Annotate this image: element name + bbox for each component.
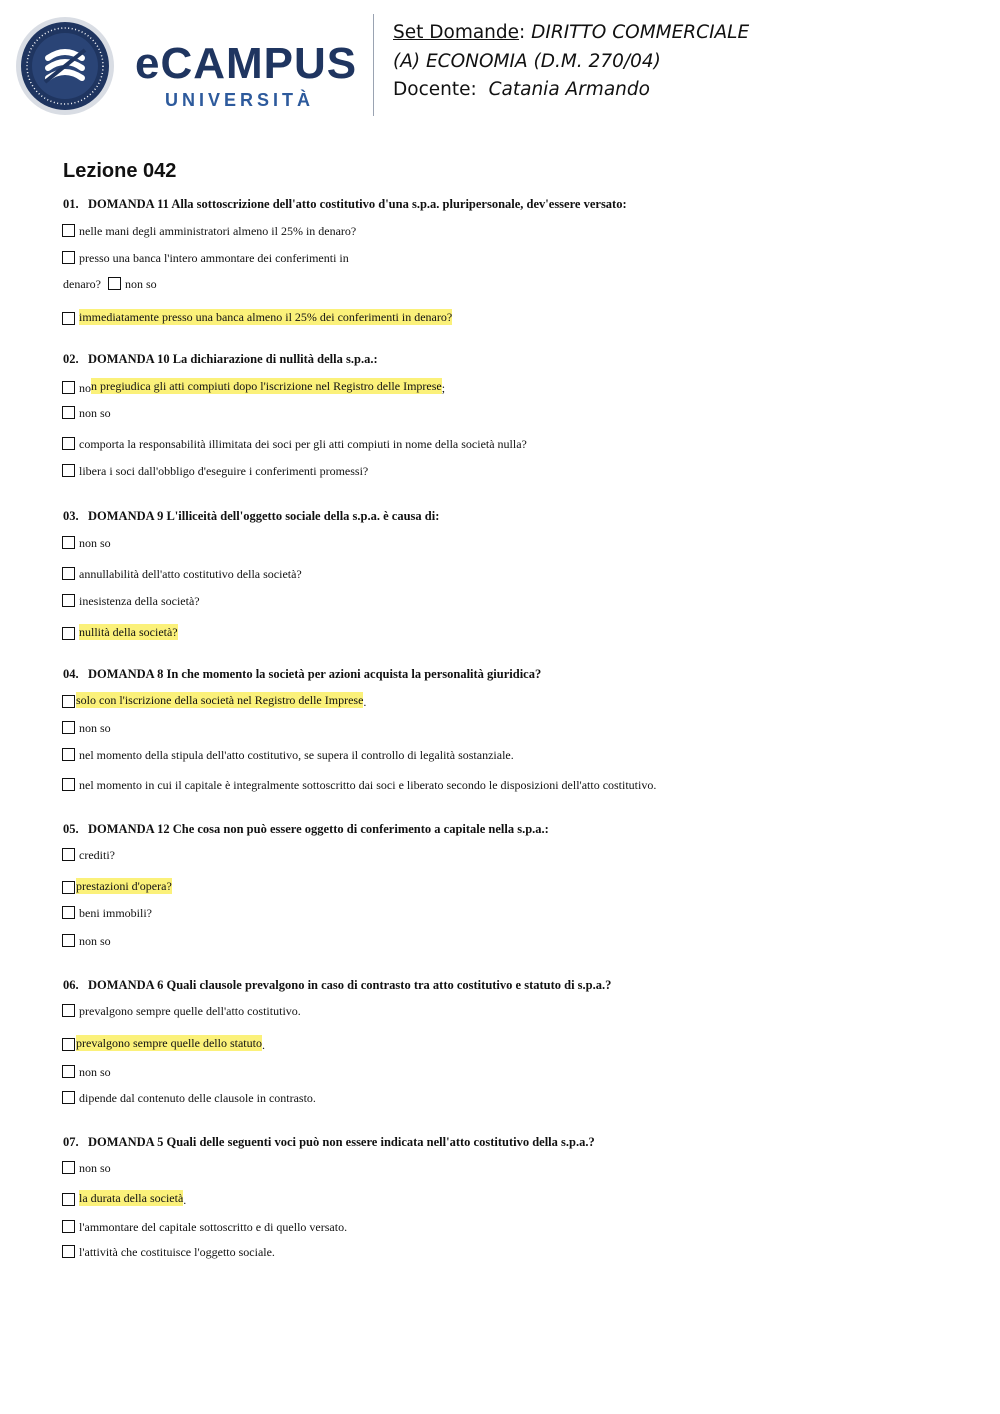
checkbox[interactable] (62, 224, 75, 237)
question-number: 03. (63, 509, 79, 523)
question-text: DOMANDA 5 Quali delle seguenti voci può non essere indicata nell'atto costitutivo della s.p.a.? (88, 1135, 595, 1149)
ecampus-logo (15, 14, 360, 118)
question-03 (63, 510, 439, 523)
option[interactable] (62, 251, 349, 264)
option-wrap-line (63, 277, 157, 290)
option[interactable] (62, 224, 356, 237)
checkbox[interactable] (62, 627, 75, 640)
option[interactable] (62, 848, 115, 861)
option-label: non so (124, 277, 157, 291)
option[interactable] (62, 464, 368, 477)
header-divider (373, 14, 374, 116)
checkbox[interactable] (62, 1220, 75, 1233)
option-label: non so (79, 1161, 111, 1175)
option-correct[interactable] (62, 878, 172, 894)
option-label: nel momento della stipula dell'atto costitutivo, se supera il controllo di legalità sostanziale. (79, 748, 514, 762)
question-number: 01. (63, 197, 79, 211)
question-05 (63, 823, 549, 836)
option-label: nel momento in cui il capitale è integralmente sottoscritto dai soci e liberato secondo le disposizioni dell'atto costitutivo. (79, 778, 657, 792)
question-04 (63, 668, 541, 681)
option[interactable] (62, 406, 111, 419)
checkbox[interactable] (62, 1038, 75, 1051)
option-correct[interactable] (62, 1035, 265, 1051)
option[interactable] (62, 934, 111, 947)
option-label: crediti? (79, 848, 115, 862)
checkbox[interactable] (62, 881, 75, 894)
logo-wordmark: eCAMPUS (135, 39, 358, 88)
option-label-highlighted: nullità della società? (79, 625, 178, 639)
question-number: 02. (63, 352, 79, 366)
checkbox[interactable] (62, 406, 75, 419)
option[interactable] (62, 721, 111, 734)
checkbox[interactable] (62, 778, 75, 791)
option[interactable] (62, 437, 527, 450)
option-label: prevalgono sempre quelle dell'atto costitutivo. (79, 1004, 301, 1018)
question-text: DOMANDA 8 In che momento la società per azioni acquista la personalità giuridica? (88, 667, 542, 681)
option-label-highlighted: la durata della società (79, 1191, 184, 1205)
option[interactable] (62, 1065, 111, 1078)
checkbox[interactable] (62, 464, 75, 477)
question-number: 04. (63, 667, 79, 681)
option-label: libera i soci dall'obbligo d'eseguire i conferimenti promessi? (79, 464, 369, 478)
question-02 (63, 353, 378, 366)
option-correct[interactable] (62, 378, 445, 394)
ecampus-emblem-icon (15, 16, 115, 116)
question-text: DOMANDA 6 Quali clausole prevalgono in caso di contrasto tra atto costitutivo e statuto di s.p.a.? (88, 978, 612, 992)
checkbox[interactable] (108, 277, 121, 290)
checkbox[interactable] (62, 934, 75, 947)
checkbox[interactable] (62, 848, 75, 861)
checkbox[interactable] (62, 1245, 75, 1258)
option-label: ; (441, 381, 446, 395)
option-label: non so (79, 406, 111, 420)
option[interactable] (62, 1245, 275, 1258)
option[interactable] (62, 906, 152, 919)
question-text: DOMANDA 11 Alla sottoscrizione dell'atto costitutivo d'una s.p.a. pluripersonale, dev'essere versato: (88, 197, 627, 211)
checkbox[interactable] (62, 381, 75, 394)
option-label: beni immobili? (79, 906, 152, 920)
checkbox[interactable] (62, 695, 75, 708)
docente-value: Catania Armando (488, 79, 650, 100)
option-label: l'attività che costituisce l'oggetto sociale. (79, 1245, 275, 1259)
question-text: DOMANDA 9 L'illiceità dell'oggetto sociale della s.p.a. è causa di: (88, 509, 440, 523)
option-label: inesistenza della società? (79, 594, 200, 608)
lesson-title: Lezione 042 (63, 160, 177, 182)
option-label: . (363, 695, 367, 709)
option-label-highlighted: immediatamente presso una banca almeno il 25% dei conferimenti in denaro? (79, 310, 453, 324)
course-line (393, 53, 661, 72)
question-text: DOMANDA 12 Che cosa non può essere oggetto di conferimento a capitale nella s.p.a.: (88, 822, 549, 836)
option-label: annullabilità dell'atto costitutivo della società? (79, 567, 302, 581)
option-label-highlighted: solo con l'iscrizione della società nel Registro delle Imprese (76, 693, 364, 707)
option-correct[interactable] (62, 692, 366, 708)
question-number: 07. (63, 1135, 79, 1149)
option-label: non so (79, 536, 111, 550)
option[interactable] (62, 567, 302, 580)
option-correct[interactable] (62, 624, 178, 640)
option-label-highlighted: prevalgono sempre quelle dello statuto (76, 1036, 262, 1050)
option[interactable] (62, 594, 200, 607)
option-label: . (183, 1193, 187, 1207)
option-label: non so (79, 934, 111, 948)
option-label: non so (79, 1065, 111, 1079)
checkbox[interactable] (62, 1004, 75, 1017)
checkbox[interactable] (62, 567, 75, 580)
question-01 (63, 198, 627, 211)
option-label: dipende dal contenuto delle clausole in contrasto. (79, 1091, 316, 1105)
set-domande-line: Set Domande: DIRITTO COMMERCIALE (393, 22, 750, 43)
option-label: nelle mani degli amministratori almeno il 25% in denaro? (79, 224, 357, 238)
option-label-highlighted: prestazioni d'opera? (76, 879, 172, 893)
option-correct[interactable] (62, 309, 452, 325)
option-label: l'ammontare del capitale sottoscritto e di quello versato. (79, 1220, 348, 1234)
set-label: Set Domande (393, 22, 520, 43)
option[interactable] (62, 1004, 301, 1017)
checkbox[interactable] (62, 312, 75, 325)
option-label-highlighted: n pregiudica gli atti compiuti dopo l'iscrizione nel Registro delle Imprese (91, 379, 442, 393)
checkbox[interactable] (62, 251, 75, 264)
option-label: presso una banca l'intero ammontare dei conferimenti in (79, 251, 349, 265)
checkbox[interactable] (62, 906, 75, 919)
option-label: no (79, 381, 91, 395)
checkbox[interactable] (62, 1193, 75, 1206)
option[interactable] (62, 1220, 347, 1233)
checkbox[interactable] (62, 437, 75, 450)
option[interactable] (62, 778, 656, 791)
checkbox[interactable] (62, 1161, 75, 1174)
question-number: 05. (63, 822, 79, 836)
checkbox[interactable] (62, 721, 75, 734)
logo-subtext: UNIVERSITÀ (165, 90, 315, 110)
checkbox[interactable] (62, 1091, 75, 1104)
checkbox[interactable] (62, 1065, 75, 1078)
docente-line (393, 81, 650, 100)
set-value: DIRITTO COMMERCIALE (531, 22, 750, 43)
question-number: 06. (63, 978, 79, 992)
option[interactable] (62, 536, 111, 549)
option[interactable] (62, 748, 514, 761)
checkbox[interactable] (62, 536, 75, 549)
option-label: comporta la responsabilità illimitata dei soci per gli atti compiuti in nome della società nulla? (79, 437, 527, 451)
course-value: (A) ECONOMIA (D.M. 270/04) (393, 51, 661, 72)
checkbox[interactable] (62, 748, 75, 761)
question-06 (63, 979, 611, 992)
checkbox[interactable] (62, 594, 75, 607)
option-label: non so (79, 721, 111, 735)
question-07 (63, 1136, 595, 1149)
option-correct[interactable] (62, 1190, 186, 1206)
docente-label: Docente: (393, 79, 477, 100)
option[interactable] (62, 1161, 111, 1174)
option-label: denaro? (63, 277, 101, 291)
option[interactable] (62, 1091, 316, 1104)
question-text: DOMANDA 10 La dichiarazione di nullità della s.p.a.: (88, 352, 378, 366)
option-label: . (261, 1038, 265, 1052)
